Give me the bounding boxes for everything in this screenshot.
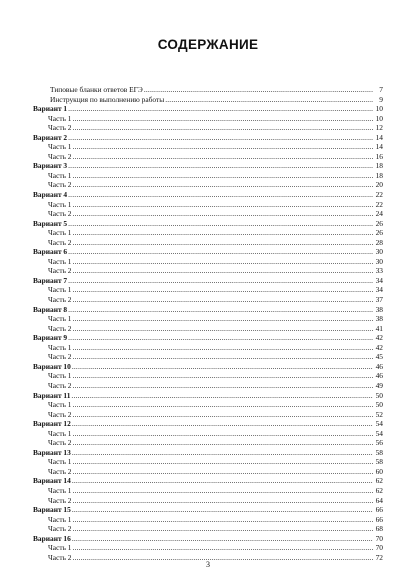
toc-entry-label: Вариант 2: [33, 132, 68, 142]
toc-entry-page: 66: [375, 505, 383, 515]
toc-part-entry[interactable]: [33, 314, 383, 324]
toc-entry-page: 42: [375, 342, 383, 352]
toc-entry-label: Часть 2: [48, 466, 72, 476]
toc-entry-label: Часть 2: [48, 524, 72, 534]
toc-entry-page: 26: [375, 218, 383, 228]
dot-leader: [72, 448, 373, 458]
toc-entry-page: 56: [375, 438, 383, 448]
dot-leader: [68, 190, 373, 200]
dot-leader: [71, 391, 373, 401]
toc-variant-entry[interactable]: [33, 161, 383, 171]
dot-leader: [73, 467, 373, 477]
toc-entry-page: 16: [375, 151, 383, 161]
toc-entry-label: Часть 1: [48, 314, 72, 324]
toc-entry-label: Часть 2: [48, 237, 72, 247]
toc-entry-label: Часть 1: [48, 485, 72, 495]
toc-entry-label: Вариант 3: [33, 161, 68, 171]
toc-part-entry[interactable]: [33, 400, 383, 410]
toc-part-entry[interactable]: [33, 381, 383, 391]
toc-variant-entry[interactable]: [33, 505, 383, 515]
toc-entry-label: Часть 2: [48, 266, 72, 276]
dot-leader: [73, 285, 373, 295]
dot-leader: [72, 534, 373, 544]
toc-entry-label: Часть 1: [48, 543, 72, 553]
dot-leader: [73, 123, 373, 133]
dot-leader: [72, 419, 373, 429]
dot-leader: [73, 114, 373, 124]
toc-entry-label: Часть 2: [48, 323, 72, 333]
toc-entry-page: 12: [375, 123, 383, 133]
toc-entry-page: 58: [375, 457, 383, 467]
toc-entry-page: 54: [375, 419, 383, 429]
toc-entry-page: 34: [375, 275, 383, 285]
toc-entry-label: Часть 1: [48, 199, 72, 209]
toc-entry-page: 38: [375, 304, 383, 314]
dot-leader: [73, 486, 373, 496]
toc-part-entry[interactable]: [33, 543, 383, 553]
toc-part-entry[interactable]: [33, 200, 383, 210]
toc-variant-entry[interactable]: [33, 276, 383, 286]
dot-leader: [73, 543, 373, 553]
toc-entry-page: 30: [375, 247, 383, 257]
toc-entry-page: 26: [375, 228, 383, 238]
toc-entry-page: 18: [375, 161, 383, 171]
toc-entry-label: Часть 1: [48, 256, 72, 266]
dot-leader: [68, 161, 373, 171]
toc-entry-label: Часть 2: [48, 552, 72, 562]
dot-leader: [73, 257, 373, 267]
dot-leader: [73, 371, 373, 381]
toc-part-entry[interactable]: [33, 180, 383, 190]
toc-entry-label: Часть 2: [48, 180, 72, 190]
toc-entry-label: Вариант 5: [33, 218, 68, 228]
toc-intro-entry[interactable]: [33, 85, 383, 95]
toc-entry-page: 45: [375, 352, 383, 362]
dot-leader: [68, 219, 373, 229]
toc-entry-label: Часть 1: [48, 285, 72, 295]
toc-entry-label: Вариант 7: [33, 275, 68, 285]
dot-leader: [72, 505, 373, 515]
toc-entry-page: 42: [375, 333, 383, 343]
toc-entry-page: 58: [375, 447, 383, 457]
dot-leader: [73, 209, 373, 219]
dot-leader: [73, 314, 373, 324]
toc-entry-page: 22: [375, 190, 383, 200]
toc-entry-label: Вариант 4: [33, 190, 68, 200]
toc-entry-page: 28: [375, 237, 383, 247]
toc-entry-label: Вариант 9: [33, 333, 68, 343]
dot-leader: [73, 228, 373, 238]
toc-variant-entry[interactable]: [33, 190, 383, 200]
table-of-contents: [33, 85, 383, 562]
dot-leader: [72, 476, 373, 486]
toc-entry-page: 38: [375, 314, 383, 324]
toc-entry-page: 62: [375, 476, 383, 486]
toc-entry-page: 20: [375, 180, 383, 190]
toc-part-entry[interactable]: [33, 228, 383, 238]
dot-leader: [73, 200, 373, 210]
toc-part-entry[interactable]: [33, 371, 383, 381]
dot-leader: [73, 266, 373, 276]
toc-variant-entry[interactable]: [33, 391, 383, 401]
toc-part-entry[interactable]: [33, 352, 383, 362]
dot-leader: [73, 381, 373, 391]
toc-entry-page: 7: [379, 85, 383, 94]
toc-entry-label: Вариант 13: [33, 447, 71, 457]
toc-entry-page: 70: [375, 533, 383, 543]
toc-part-entry[interactable]: [33, 467, 383, 477]
toc-entry-page: 41: [375, 323, 383, 333]
toc-entry-page: 49: [375, 380, 383, 390]
page-number: 3: [206, 560, 210, 569]
toc-entry-label: Вариант 12: [33, 419, 71, 429]
toc-entry-label: Часть 2: [48, 380, 72, 390]
toc-entry-page: 33: [375, 266, 383, 276]
toc-entry-page: 30: [375, 256, 383, 266]
toc-entry-page: 37: [375, 295, 383, 305]
toc-part-entry[interactable]: [33, 257, 383, 267]
toc-entry-label: Часть 1: [48, 400, 72, 410]
toc-variant-entry[interactable]: [33, 362, 383, 372]
toc-entry-label: Часть 2: [48, 209, 72, 219]
dot-leader: [68, 247, 373, 257]
toc-part-entry[interactable]: [33, 496, 383, 506]
toc-entry-label: Часть 2: [48, 123, 72, 133]
toc-entry-page: 22: [375, 199, 383, 209]
toc-part-entry[interactable]: [33, 152, 383, 162]
toc-variant-entry[interactable]: [33, 133, 383, 143]
toc-entry-label: Типовые бланки ответов ЕГЭ: [50, 85, 143, 94]
toc-entry-label: Часть 2: [48, 409, 72, 419]
toc-entry-label: Вариант 16: [33, 533, 71, 543]
dot-leader: [68, 104, 373, 114]
toc-variant-entry[interactable]: [33, 476, 383, 486]
dot-leader: [73, 352, 373, 362]
toc-variant-entry[interactable]: [33, 419, 383, 429]
toc-entry-page: 50: [375, 390, 383, 400]
toc-entry-page: 14: [375, 142, 383, 152]
dot-leader: [73, 438, 373, 448]
toc-entry-label: Часть 1: [48, 371, 72, 381]
toc-part-entry[interactable]: [33, 171, 383, 181]
toc-entry-label: Часть 2: [48, 295, 72, 305]
toc-entry-label: Часть 2: [48, 495, 72, 505]
dot-leader: [144, 85, 373, 95]
dot-leader: [73, 171, 373, 181]
toc-part-entry[interactable]: [33, 324, 383, 334]
toc-part-entry[interactable]: [33, 114, 383, 124]
toc-entry-page: 70: [375, 543, 383, 553]
toc-entry-page: 10: [375, 104, 383, 114]
toc-entry-label: Часть 1: [48, 142, 72, 152]
dot-leader: [73, 238, 373, 248]
toc-entry-label: Часть 2: [48, 151, 72, 161]
dot-leader: [68, 305, 373, 315]
toc-entry-page: 52: [375, 409, 383, 419]
dot-leader: [68, 133, 373, 143]
toc-entry-label: Часть 1: [48, 457, 72, 467]
toc-part-entry[interactable]: [33, 486, 383, 496]
toc-entry-label: Часть 2: [48, 438, 72, 448]
dot-leader: [165, 95, 373, 105]
toc-entry-page: 24: [375, 209, 383, 219]
toc-entry-page: 14: [375, 132, 383, 142]
toc-entry-label: Вариант 8: [33, 304, 68, 314]
page-title: СОДЕРЖАНИЕ: [157, 37, 259, 52]
toc-part-entry[interactable]: [33, 524, 383, 534]
toc-entry-page: 62: [375, 485, 383, 495]
toc-part-entry[interactable]: [33, 142, 383, 152]
toc-part-entry[interactable]: [33, 285, 383, 295]
toc-entry-page: 66: [375, 514, 383, 524]
toc-entry-page: 46: [375, 371, 383, 381]
dot-leader: [73, 515, 373, 525]
dot-leader: [73, 142, 373, 152]
toc-part-entry[interactable]: [33, 266, 383, 276]
toc-entry-label: Часть 2: [48, 352, 72, 362]
toc-variant-entry[interactable]: [33, 104, 383, 114]
toc-part-entry[interactable]: [33, 295, 383, 305]
toc-entry-label: Часть 1: [48, 514, 72, 524]
dot-leader: [73, 400, 373, 410]
toc-part-entry[interactable]: [33, 238, 383, 248]
dot-leader: [73, 457, 373, 467]
toc-entry-page: 46: [375, 361, 383, 371]
toc-entry-label: Вариант 11: [33, 390, 71, 400]
toc-entry-label: Часть 1: [48, 113, 72, 123]
toc-entry-page: 60: [375, 466, 383, 476]
toc-part-entry[interactable]: [33, 429, 383, 439]
dot-leader: [68, 333, 373, 343]
toc-entry-label: Инструкция по выполнению работы: [50, 94, 165, 104]
toc-part-entry[interactable]: [33, 123, 383, 133]
toc-part-entry[interactable]: [33, 515, 383, 525]
dot-leader: [73, 295, 373, 305]
toc-entry-page: 18: [375, 170, 383, 180]
toc-entry-label: Часть 1: [48, 170, 72, 180]
dot-leader: [73, 524, 373, 534]
toc-entry-label: Часть 1: [48, 428, 72, 438]
toc-part-entry[interactable]: [33, 209, 383, 219]
toc-part-entry[interactable]: [33, 457, 383, 467]
toc-entry-label: Вариант 6: [33, 247, 68, 257]
dot-leader: [73, 180, 373, 190]
dot-leader: [73, 152, 373, 162]
toc-entry-page: 54: [375, 428, 383, 438]
dot-leader: [73, 496, 373, 506]
toc-entry-label: Вариант 10: [33, 361, 71, 371]
toc-entry-label: Вариант 15: [33, 505, 71, 515]
toc-variant-entry[interactable]: [33, 448, 383, 458]
toc-variant-entry[interactable]: [33, 305, 383, 315]
dot-leader: [68, 276, 373, 286]
toc-part-entry[interactable]: [33, 343, 383, 353]
toc-entry-label: Часть 1: [48, 342, 72, 352]
toc-entry-page: 50: [375, 400, 383, 410]
dot-leader: [73, 324, 373, 334]
toc-entry-label: Вариант 14: [33, 476, 71, 486]
dot-leader: [73, 410, 373, 420]
dot-leader: [73, 429, 373, 439]
toc-entry-label: Часть 1: [48, 228, 72, 238]
toc-variant-entry[interactable]: [33, 333, 383, 343]
toc-entry-page: 72: [375, 552, 383, 562]
toc-variant-entry[interactable]: [33, 534, 383, 544]
toc-entry-page: 9: [379, 94, 383, 104]
toc-entry-page: 64: [375, 495, 383, 505]
toc-entry-label: Вариант 1: [33, 104, 68, 114]
toc-part-entry[interactable]: [33, 438, 383, 448]
dot-leader: [72, 362, 373, 372]
toc-intro-entry[interactable]: [33, 95, 383, 105]
toc-part-entry[interactable]: [33, 410, 383, 420]
toc-entry-page: 10: [375, 113, 383, 123]
toc-variant-entry[interactable]: [33, 219, 383, 229]
toc-entry-page: 34: [375, 285, 383, 295]
toc-variant-entry[interactable]: [33, 247, 383, 257]
toc-entry-page: 68: [375, 524, 383, 534]
dot-leader: [73, 343, 373, 353]
